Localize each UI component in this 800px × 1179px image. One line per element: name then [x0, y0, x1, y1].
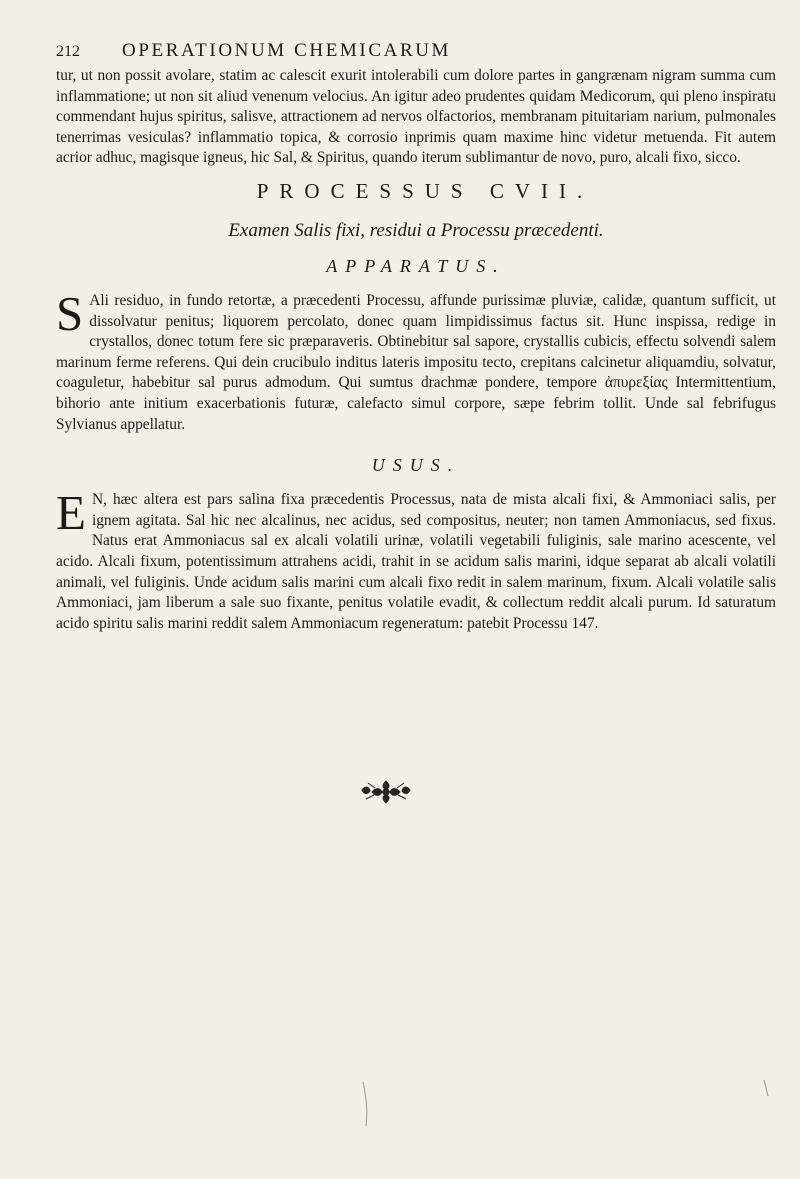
apparatus-text: Ali residuo, in fundo retortæ, a præcedenti Processu, affunde purissimæ pluviæ, calidæ, quantum sufficit, ut dissolvatur penitus; liquorem percolato, donec quam limpidissimus factus sit. Hunc inspissa, redige in crystallos, donec totum fere sic præparaveris. Obtinebitur sal sapore, crystallis cubicis, effectu solvendi salem marinum ferme referens. Qui dein crucibulo inditus lateris impositu tecto, crepitans calcinetur aliquamdiu, solvatur, coaguletur, habebitur sal purus admodum. Qui sumtus drachmæ pondere, tempore ἀπυρεξίας Intermittentium, bihorio ante initium exacerbationis futuræ, calefacto simul corpore, sæpe febrim tollit. Unde sal febrifugus Sylvianus appellatur.	[56, 291, 776, 433]
edge-mark	[762, 1078, 770, 1098]
usus-dropcap: E	[56, 485, 86, 541]
apparatus-heading: APPARATUS.	[326, 255, 506, 276]
running-head	[56, 40, 776, 66]
floral-tailpiece-icon	[358, 777, 414, 807]
stray-pen-mark	[360, 1080, 374, 1128]
usus-heading: USUS.	[371, 455, 461, 476]
running-title: OPERATIONUM CHEMICARUM	[122, 40, 452, 61]
processus-heading: PROCESSUS CVII.	[256, 178, 594, 203]
continuation-paragraph: tur, ut non possit avolare, statim ac calescit exurit intolerabili cum dolore partes in gangrænam nigram summa cum inflammatione; ut non sit aliud venenum velocius. An igitur adeo prudentes quidam Medicorum, qui pleno inspiratu commendant hujus spiritus, salisve, attractionem ad nervos olfactorios, membranam pituitariam narium, pulmonales tenerrimas vesiculas? inflammatio topica, & corrosio inprimis quam maxime hinc videtur metuenda. Fit autem acrior adhuc, magisque igneus, hic Sal, & Spiritus, quando iterum sublimantur de novo, puro, alcali fixo, sicco.	[56, 67, 776, 167]
processus-subtitle: Examen Salis fixi, residui a Processu præcedenti.	[228, 219, 604, 241]
usus-text: N, hæc altera est pars salina fixa præcedentis Processus, nata de mista alcali fixi, & Ammoniaci salis, per ignem agitata. Sal hic nec alcalinus, nec acidus, sed compositus, neuter; non tamen Ammoniacus, sed fixus. Natus erat Ammoniacus sal ex alcali volatili urinæ, volatili vegetabili fuliginis, sale marino acescente, vel acido. Alcali fixum, potentissimum attrahens acidi, trahit in se acidum salis marini, idque separat ab alcali volatili animali, vel fuliginis. Unde acidum salis marini cum alcali fixo redit in salem marinum, fixum. Alcali volatile salis Ammoniaci, jam liberum a sale suo fixante, penitus volatile evadit, & collectum reddit alcali purum. Id saturatum acido spiritu salis marini reddit salem Ammoniacum regeneratum: patebit Processu 147.	[56, 491, 776, 632]
page-number: 212	[56, 43, 80, 60]
apparatus-dropcap: S	[56, 285, 84, 341]
usus-paragraph	[56, 485, 776, 634]
apparatus-paragraph	[56, 285, 776, 435]
